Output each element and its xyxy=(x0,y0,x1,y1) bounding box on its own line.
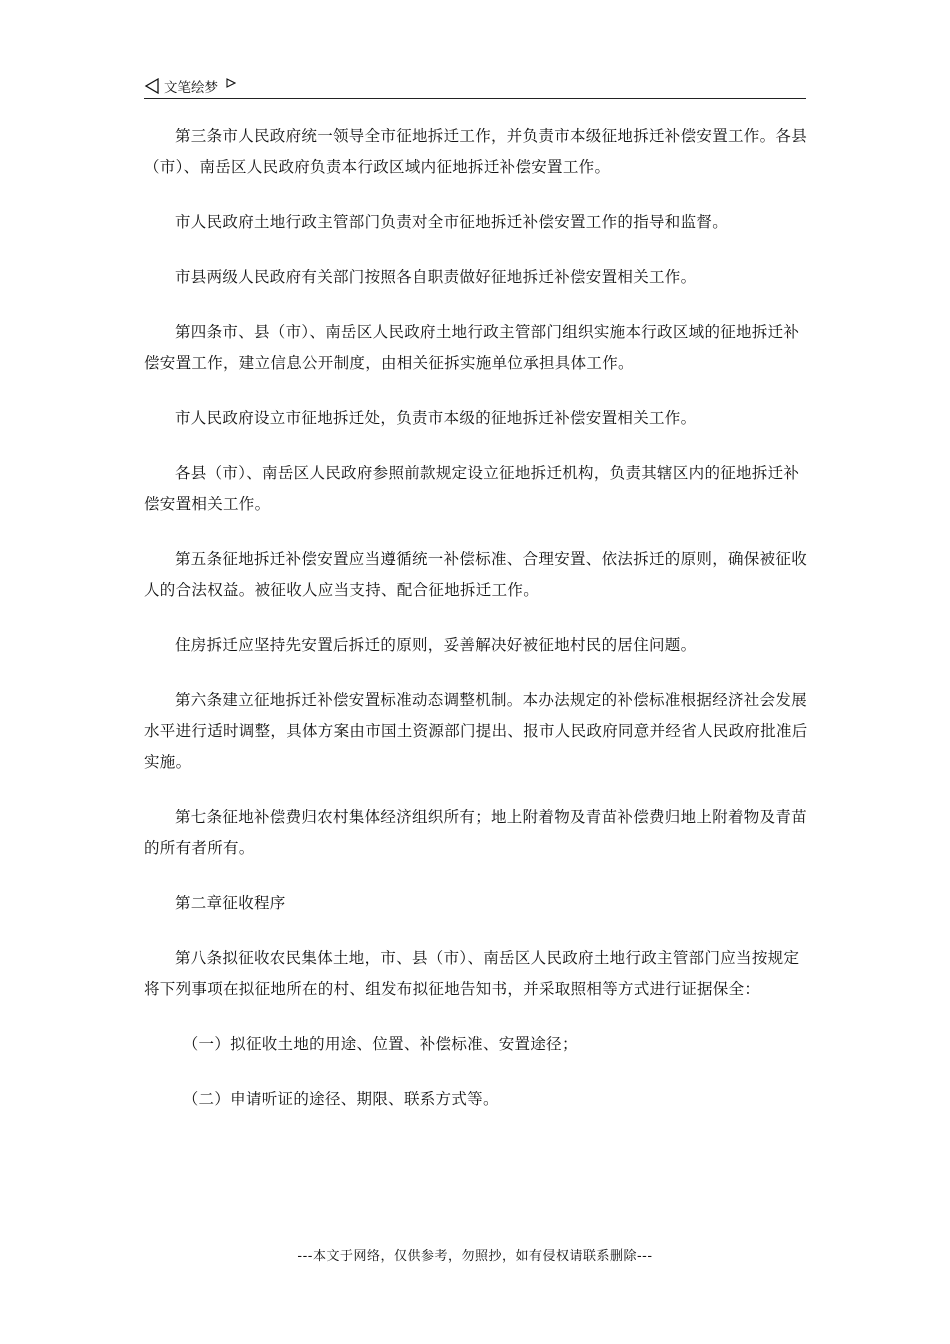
paragraph-article-6: 第六条建立征地拆迁补偿安置标准动态调整机制。本办法规定的补偿标准根据经济社会发展水平进行适时调整，具体方案由市国土资源部门提出、报市人民政府同意并经省人民政府批准后实施。 xyxy=(144,691,808,771)
document-body xyxy=(144,121,808,1139)
page-header xyxy=(144,74,806,99)
triangle-left-icon xyxy=(144,78,160,94)
paragraph-city-office: 市人民政府设立市征地拆迁处，负责市本级的征地拆迁补偿安置相关工作。 xyxy=(175,409,697,427)
paragraph-article-7: 第七条征地补偿费归农村集体经济组织所有；地上附着物及青苗补偿费归地上附着物及青苗的所有者所有。 xyxy=(144,808,808,857)
paragraph-article-8: 第八条拟征收农民集体土地，市、县（市）、南岳区人民政府土地行政主管部门应当按规定将下列事项在拟征地所在的村、组发布拟征地告知书，并采取照相等方式进行证据保全： xyxy=(144,949,800,998)
list-item-1: （一）拟征收土地的用途、位置、补偿标准、安置途径； xyxy=(182,1035,578,1053)
list-item-2: （二）申请听证的途径、期限、联系方式等。 xyxy=(182,1090,499,1108)
paragraph-article-4: 第四条市、县（市）、南岳区人民政府土地行政主管部门组织实施本行政区域的征地拆迁补偿安置工作，建立信息公开制度，由相关征拆实施单位承担具体工作。 xyxy=(144,323,800,372)
paragraph-article-5: 第五条征地拆迁补偿安置应当遵循统一补偿标准、合理安置、依法拆迁的原则，确保被征收人的合法权益。被征收人应当支持、配合征地拆迁工作。 xyxy=(144,550,808,599)
header-brand: 文笔绘梦 xyxy=(164,80,218,96)
footer-disclaimer: ---本文于网络，仅供参考，勿照抄，如有侵权请联系删除--- xyxy=(297,1249,653,1264)
paragraph-housing-relocation: 住房拆迁应坚持先安置后拆迁的原则，妥善解决好被征地村民的居住问题。 xyxy=(175,636,697,654)
triangle-right-icon xyxy=(226,78,236,88)
paragraph-land-dept-duty: 市人民政府土地行政主管部门负责对全市征地拆迁补偿安置工作的指导和监督。 xyxy=(175,213,729,231)
chapter-heading: 第二章征收程序 xyxy=(175,894,286,912)
paragraph-county-office: 各县（市）、南岳区人民政府参照前款规定设立征地拆迁机构，负责其辖区内的征地拆迁补偿安置相关工作。 xyxy=(144,464,800,513)
paragraph-departments-duty: 市县两级人民政府有关部门按照各自职责做好征地拆迁补偿安置相关工作。 xyxy=(175,268,697,286)
paragraph-article-3: 第三条市人民政府统一领导全市征地拆迁工作，并负责市本级征地拆迁补偿安置工作。各县（市）、南岳区人民政府负责本行政区域内征地拆迁补偿安置工作。 xyxy=(144,127,808,176)
